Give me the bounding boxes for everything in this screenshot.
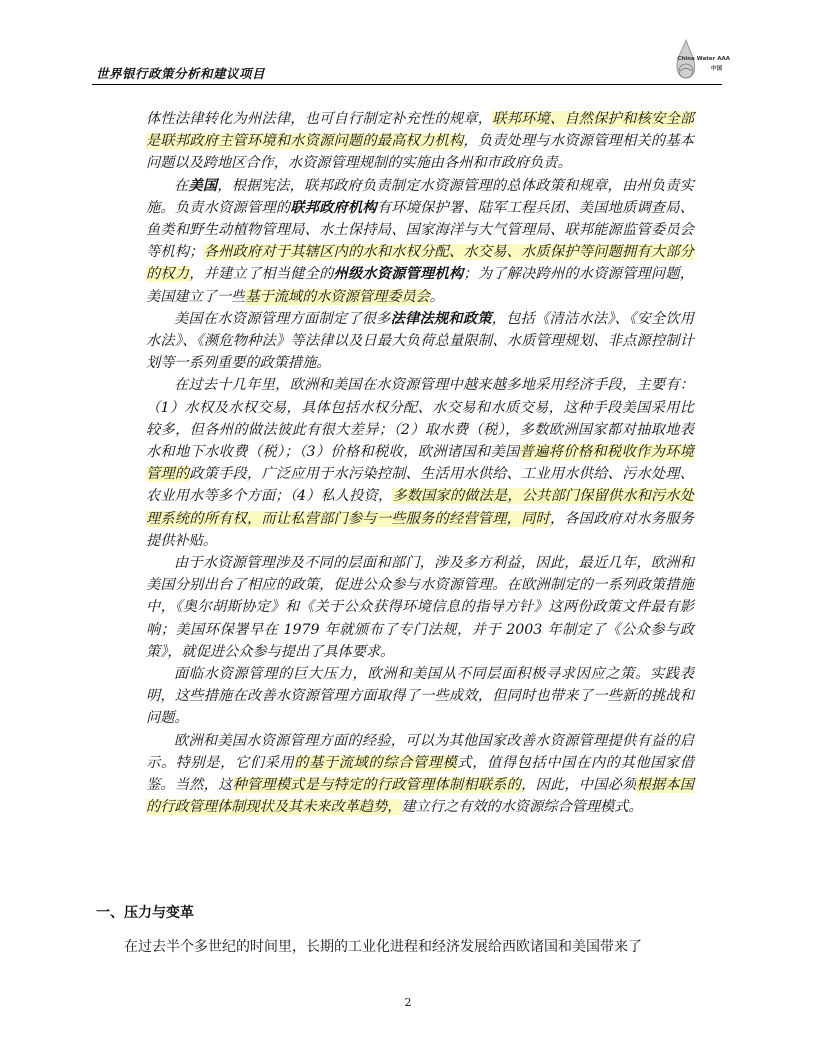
text-segment: 美国在水资源管理方面制定了很多 [174,310,391,327]
highlighted-text: 基于流域的水资源管理委员会 [245,288,430,305]
text-segment: 式，值得包括中国在内的其他国家借鉴。当然，这 [146,754,694,794]
text-segment: ，因此，中国必须 [521,777,637,794]
highlighted-text: 根据本国的行政管理体制现状及其未来改革趋势， [146,777,694,816]
body-paragraph [146,108,694,175]
text-segment: ，根据宪法，联邦政府负责制定水资源管理的总体政策和规章，由州负责实施。负责水资源管理的 [146,177,694,216]
text-segment: 面临水资源管理的巨大压力，欧洲和美国从不同层面积极寻求因应之策。实践表明，这些措施在改善水资源管理方面取得了一些成效，但同时也带来了一些新的挑战和问题。 [146,666,694,727]
section-heading: 一、压力与变革 [96,905,194,921]
highlighted-text: 联邦环境、自然保护和核安全部是联邦政府主管环境和水资源问题的最高权力机构 [146,111,694,150]
text-segment: 建立行之有效的水资源综合管理模式。 [401,799,643,816]
text-segment: 有环境保护署、陆军工程兵团、美国地质调查局、鱼类和野生动植物管理局、水土保持局、国家海洋与大气管理局、联邦能源监管委员会等机构； [146,199,694,261]
text-segment: 在 [174,177,189,194]
text-segment: ，各国政府对水务服务提供补贴。 [146,510,694,549]
text-segment: 在过去十几年里，欧洲和美国在水资源管理中越来越多地采用经济手段，主要有：（1）水权及水权交易，具体包括水权分配、水交易和水质交易，这种手段美国采用比较多，但各州的做法彼此有很大差异；（2）取水费（税），多数欧洲国家都对抽取地表水和地下水收费（税）；（3）价格和税收，欧洲诸国和美国 [146,377,694,461]
highlighted-text: 普遍将价格和税收作为环境管理的 [146,444,694,483]
body-paragraph [146,552,694,663]
text-segment: 欧洲和美国水资源管理方面的经验，可以为其他国家改善水资源管理提供有益的启示。特别是，它们采用 [146,732,694,771]
highlighted-text: 的基于流域的综合管理模 [294,754,458,771]
bold-text: 法律法规和政策 [390,310,492,327]
china-water-logo [660,38,730,84]
body-paragraph [146,175,694,308]
text-segment: 。 [429,288,444,305]
text-segment: ；为了解决跨州的水资源管理问题，美国建立了一些 [146,266,694,305]
page-number: 2 [404,996,412,1009]
logo-line1: China Water AAA [677,56,730,62]
highlighted-text: 多数国家的做法是，公共部门保留供水和污水处理系统的所有权，而让私营部门参与一些服务的经营管理，同时 [146,488,694,527]
text-segment: ，负责处理与水资源管理相关的基本问题以及跨地区合作，水资源管理规制的实施由各州和市政府负责。 [146,133,694,172]
section-first-line: 在过去半个多世纪的时间里，长期的工业化进程和经济发展给西欧诸国和美国带来了 [124,939,642,955]
bold-text: 州级水资源管理机构 [333,266,464,283]
highlighted-text: 种管理模式是与特定的行政管理体制相联系的 [232,777,522,794]
body-paragraph [146,730,694,819]
body-text [146,108,694,819]
text-segment: ，包括《清洁水法》、《安全饮用水法》、《濒危物种法》等法律以及日最大负荷总量限制、水质管理规划、非点源控制计划等一系列重要的政策措施。 [146,310,694,372]
text-segment: 体性法律转化为州法律，也可自行制定补充性的规章， [146,111,493,127]
body-paragraph [146,663,694,730]
header-rule [92,84,722,85]
text-segment: 由于水资源管理涉及不同的层面和部门，涉及多方利益，因此，最近几年，欧洲和美国分别出台了相应的政策，促进公众参与水资源管理。在欧洲制定的一系列政策措施中，《奥尔胡斯协定》和《关于公众获得环境信息的指导方针》这两份政策文件最有影响；美国环保署早在 1979 年就颁布了专门法规，并于 2003 年制定了《公众参与政策》，就促进公众参与提出了具体要求。 [146,555,694,660]
logo-line2: 中国 [710,66,722,72]
body-paragraph [146,374,694,552]
header-title: 世界银行政策分析和建议项目 [96,66,266,81]
text-segment: 政策手段，广泛应用于水污染控制、生活用水供给、工业用水供给、污水处理、农业用水等多个方面；（4）私人投资， [146,466,694,505]
text-segment: ，并建立了相当健全的 [189,266,334,283]
highlighted-text: 各州政府对于其辖区内的水和水权分配、水交易、水质保护等问题拥有大部分的权力 [146,244,694,283]
bold-text: 美国 [188,177,218,194]
bold-text: 联邦政府机构 [290,199,377,216]
body-paragraph [146,308,694,375]
